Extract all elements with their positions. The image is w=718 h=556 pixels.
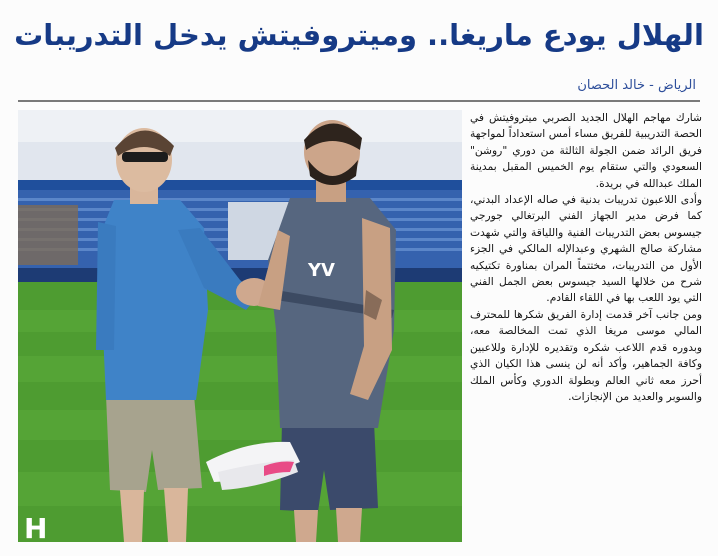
stadium-band — [18, 180, 462, 190]
stadium-canopy — [18, 142, 462, 182]
article-body — [470, 110, 702, 548]
stand-section — [18, 205, 78, 265]
byline: الرياض - خالد الحصان — [577, 78, 696, 93]
ad-boards — [18, 268, 462, 282]
headline: الهلال يودع ماريغا.. وميتروفيتش يدخل التدريبات — [14, 18, 704, 52]
paragraph-3: ومن جانب آخر قدمت إدارة الفريق شكرها للمحترف المالي موسى مريغا الذي تمت المخالصة معه، وبدوره قدم اللاعب شكره وتقديره للإدارة وللاعبين وكافة الجماهير، وأكد أنه لن ينسى هذا الكيان الذي أحرز معه ثاني العالم وبطولة الدوري وكأس الملك والسوبر والعديد من الإنجازات. — [470, 307, 702, 403]
photo-illustration — [18, 110, 462, 542]
club-logo: H — [24, 512, 48, 542]
paragraph-2: وأدى اللاعبون تدريبات بدنية في صاله الإعداد البدني، كما فرض مدير الجهاز الفني البرتغالي جورجي جيسوس بعض التدريبات الفنية واللياقة والتي شهدت مشاركة صالح الشهري وعبدالإله المالكي في الجزء الأول من التدريبات، مختتماً المران بمناورة تكتيكيه شرح من خلالها السيد جيسوس بعض الجمل الفني التي يود اللعب بها في اللقاء القادم. — [470, 193, 702, 305]
byline-rule — [18, 76, 700, 102]
shirt-sponsor: YV — [308, 260, 335, 281]
article-photo — [18, 110, 462, 542]
paragraph-1: شارك مهاجم الهلال الجديد الصربي ميتروفيتش في الحصة التدريبية للفريق مساء أمس استعداداً لمواجهة فريق الرائد ضمن الجولة الثالثة من دوري "روشن" السعودي والتي ستقام يوم الخميس المقبل بمدينة الملك عبدالله في بريدة. — [470, 111, 702, 190]
